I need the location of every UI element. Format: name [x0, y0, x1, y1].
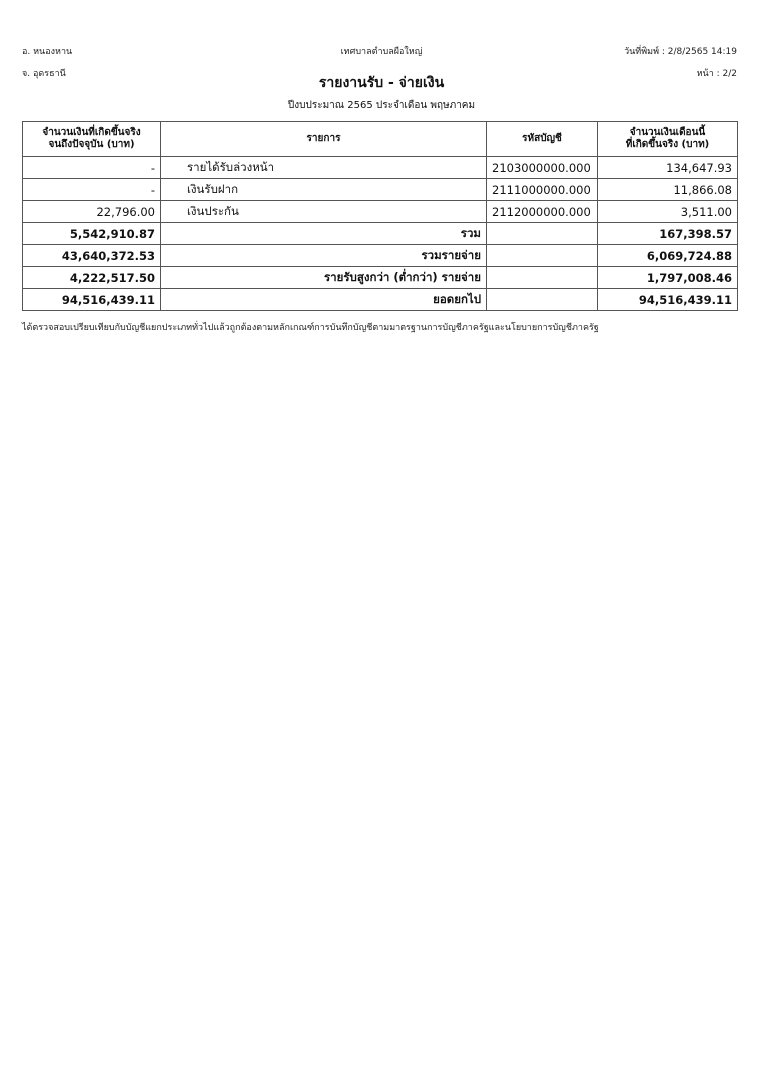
- cell-to-date: -: [23, 179, 161, 201]
- cell-to-date: 5,542,910.87: [23, 223, 161, 245]
- table-row: [23, 201, 738, 223]
- table-row: [23, 179, 738, 201]
- cell-this-month: 94,516,439.11: [598, 289, 738, 311]
- cell-to-date: 94,516,439.11: [23, 289, 161, 311]
- cell-to-date: 22,796.00: [23, 201, 161, 223]
- cell-this-month: 167,398.57: [598, 223, 738, 245]
- summary-row-carried-forward: [23, 289, 738, 311]
- cell-item: ยอดยกไป: [161, 289, 487, 311]
- header-to-date: จำนวนเงินที่เกิดขึ้นจริง จนถึงปัจจุบัน (บาท): [23, 122, 161, 157]
- header-this-month: จำนวนเงินเดือนนี้ ที่เกิดขึ้นจริง (บาท): [598, 122, 738, 157]
- organization-name: เทศบาลตำบลผือใหญ่: [340, 47, 423, 57]
- cell-this-month: 3,511.00: [598, 201, 738, 223]
- cell-item: เงินประกัน: [161, 201, 487, 223]
- district-label: อ. หนองหาน: [22, 47, 73, 57]
- table-row: [23, 157, 738, 179]
- cell-item: รายได้รับล่วงหน้า: [161, 157, 487, 179]
- table-header-row: [23, 122, 738, 157]
- summary-row-total: [23, 223, 738, 245]
- cell-account-code-empty: [487, 289, 598, 311]
- cell-item: เงินรับฝาก: [161, 179, 487, 201]
- cell-to-date: 4,222,517.50: [23, 267, 161, 289]
- summary-row-total-payments: [23, 245, 738, 267]
- summary-row-surplus: [23, 267, 738, 289]
- footnote: ได้ตรวจสอบเปรียบเทียบกับบัญชีแยกประเภททั่วไปแล้วถูกต้องตามหลักเกณฑ์การบันทึกบัญชีตามมาตรฐานการบัญชีภาครัฐและนโยบายการบัญชีภาครัฐ: [22, 323, 599, 333]
- cell-item: รายรับสูงกว่า (ต่ำกว่า) รายจ่าย: [161, 267, 487, 289]
- header-item: รายการ: [161, 122, 487, 157]
- print-date: วันที่พิมพ์ : 2/8/2565 14:19: [624, 47, 737, 57]
- header-account-code: รหัสบัญชี: [487, 122, 598, 157]
- cell-this-month: 134,647.93: [598, 157, 738, 179]
- report-title: รายงานรับ - จ่ายเงิน: [318, 75, 445, 91]
- cell-item: รวม: [161, 223, 487, 245]
- province-label: จ. อุดรธานี: [22, 69, 66, 79]
- report-subtitle: ปีงบประมาณ 2565 ประจำเดือน พฤษภาคม: [287, 100, 476, 111]
- cell-this-month: 11,866.08: [598, 179, 738, 201]
- cell-to-date: -: [23, 157, 161, 179]
- cell-account-code-empty: [487, 223, 598, 245]
- receipts-payments-table: [22, 121, 738, 311]
- page-number: หน้า : 2/2: [696, 69, 737, 79]
- cell-account-code-empty: [487, 267, 598, 289]
- cell-account-code: 2112000000.000: [487, 201, 598, 223]
- cell-this-month: 6,069,724.88: [598, 245, 738, 267]
- cell-item: รวมรายจ่าย: [161, 245, 487, 267]
- cell-to-date: 43,640,372.53: [23, 245, 161, 267]
- cell-account-code: 2111000000.000: [487, 179, 598, 201]
- cell-this-month: 1,797,008.46: [598, 267, 738, 289]
- cell-account-code: 2103000000.000: [487, 157, 598, 179]
- cell-account-code-empty: [487, 245, 598, 267]
